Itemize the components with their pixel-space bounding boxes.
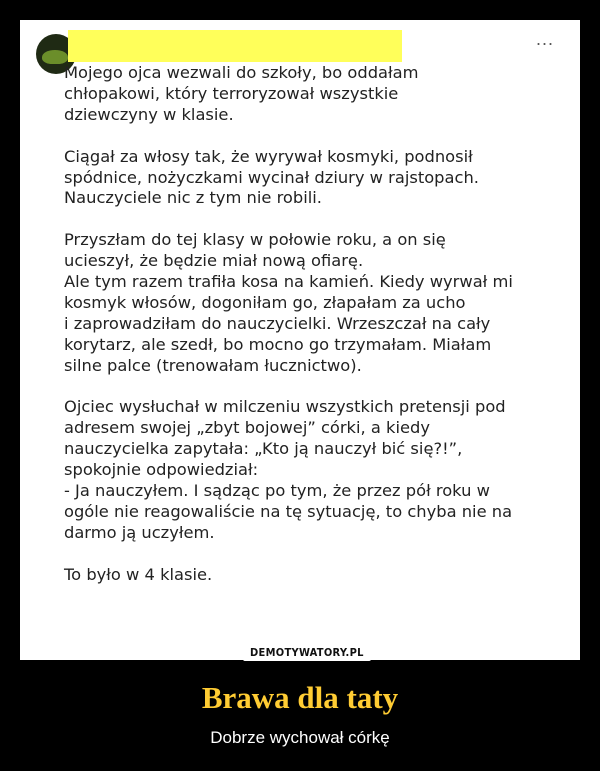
text-line: ucieszył, że będzie miał nową ofiarę. (64, 251, 364, 271)
paragraph-3 (64, 230, 574, 376)
text-line: Przyszłam do tej klasy w połowie roku, a on się (64, 230, 446, 250)
site-watermark[interactable]: DEMOTYWATORY.PL (243, 644, 371, 661)
text-line: Ojciec wysłuchał w milczeniu wszystkich pretensji pod (64, 397, 506, 417)
text-line: i zaprowadziłam do nauczycielki. Wrzeszczał na cały (64, 313, 491, 333)
text-line: spokojnie odpowiedział: (64, 460, 259, 480)
paragraph-4 (64, 397, 574, 543)
text-line: nauczycielka zapytała: „Kto ją nauczył bić się?!”, (64, 439, 463, 459)
text-line: dziewczyny w klasie. (64, 104, 234, 124)
paragraph-2 (64, 147, 574, 210)
text-line: To było w 4 klasie. (64, 564, 213, 584)
paragraph-5 (64, 565, 574, 586)
text-line: adresem swojej „zbyt bojowej” córki, a kiedy (64, 418, 430, 438)
paragraph-1 (64, 63, 574, 126)
redacted-username (68, 30, 402, 62)
text-line: ogóle nie reagowaliście na tę sytuację, to chyba nie na (64, 501, 513, 521)
text-line: chłopakowi, który terroryzował wszystkie (64, 83, 399, 103)
avatar-leaf-icon (42, 50, 68, 64)
post-text (64, 63, 574, 586)
text-line: kosmyk włosów, dogoniłam go, złapałam za ucho (64, 292, 466, 312)
text-line: Nauczyciele nic z tym nie robili. (64, 188, 322, 208)
page-subtitle: Dobrze wychował córkę (210, 728, 390, 747)
text-line: silne palce (trenowałam łucznictwo). (64, 355, 362, 375)
text-line: korytarz, ale szedł, bo mocno go trzymałam. Miałam (64, 334, 492, 354)
text-line: Ale tym razem trafiła kosa na kamień. Kiedy wyrwał mi (64, 272, 513, 292)
text-line: Ciągał za włosy tak, że wyrywał kosmyki, podnosił (64, 146, 473, 166)
text-line: Mojego ojca wezwali do szkoły, bo oddałam (64, 63, 419, 82)
more-options-icon[interactable]: ... (536, 29, 555, 49)
text-line: spódnice, nożyczkami wycinał dziury w rajstopach. (64, 167, 479, 187)
page-title: Brawa dla taty (201, 680, 399, 715)
text-line: - Ja nauczyłem. I sądząc po tym, że przez pół roku w (64, 481, 490, 501)
text-line: darmo ją uczyłem. (64, 522, 215, 542)
